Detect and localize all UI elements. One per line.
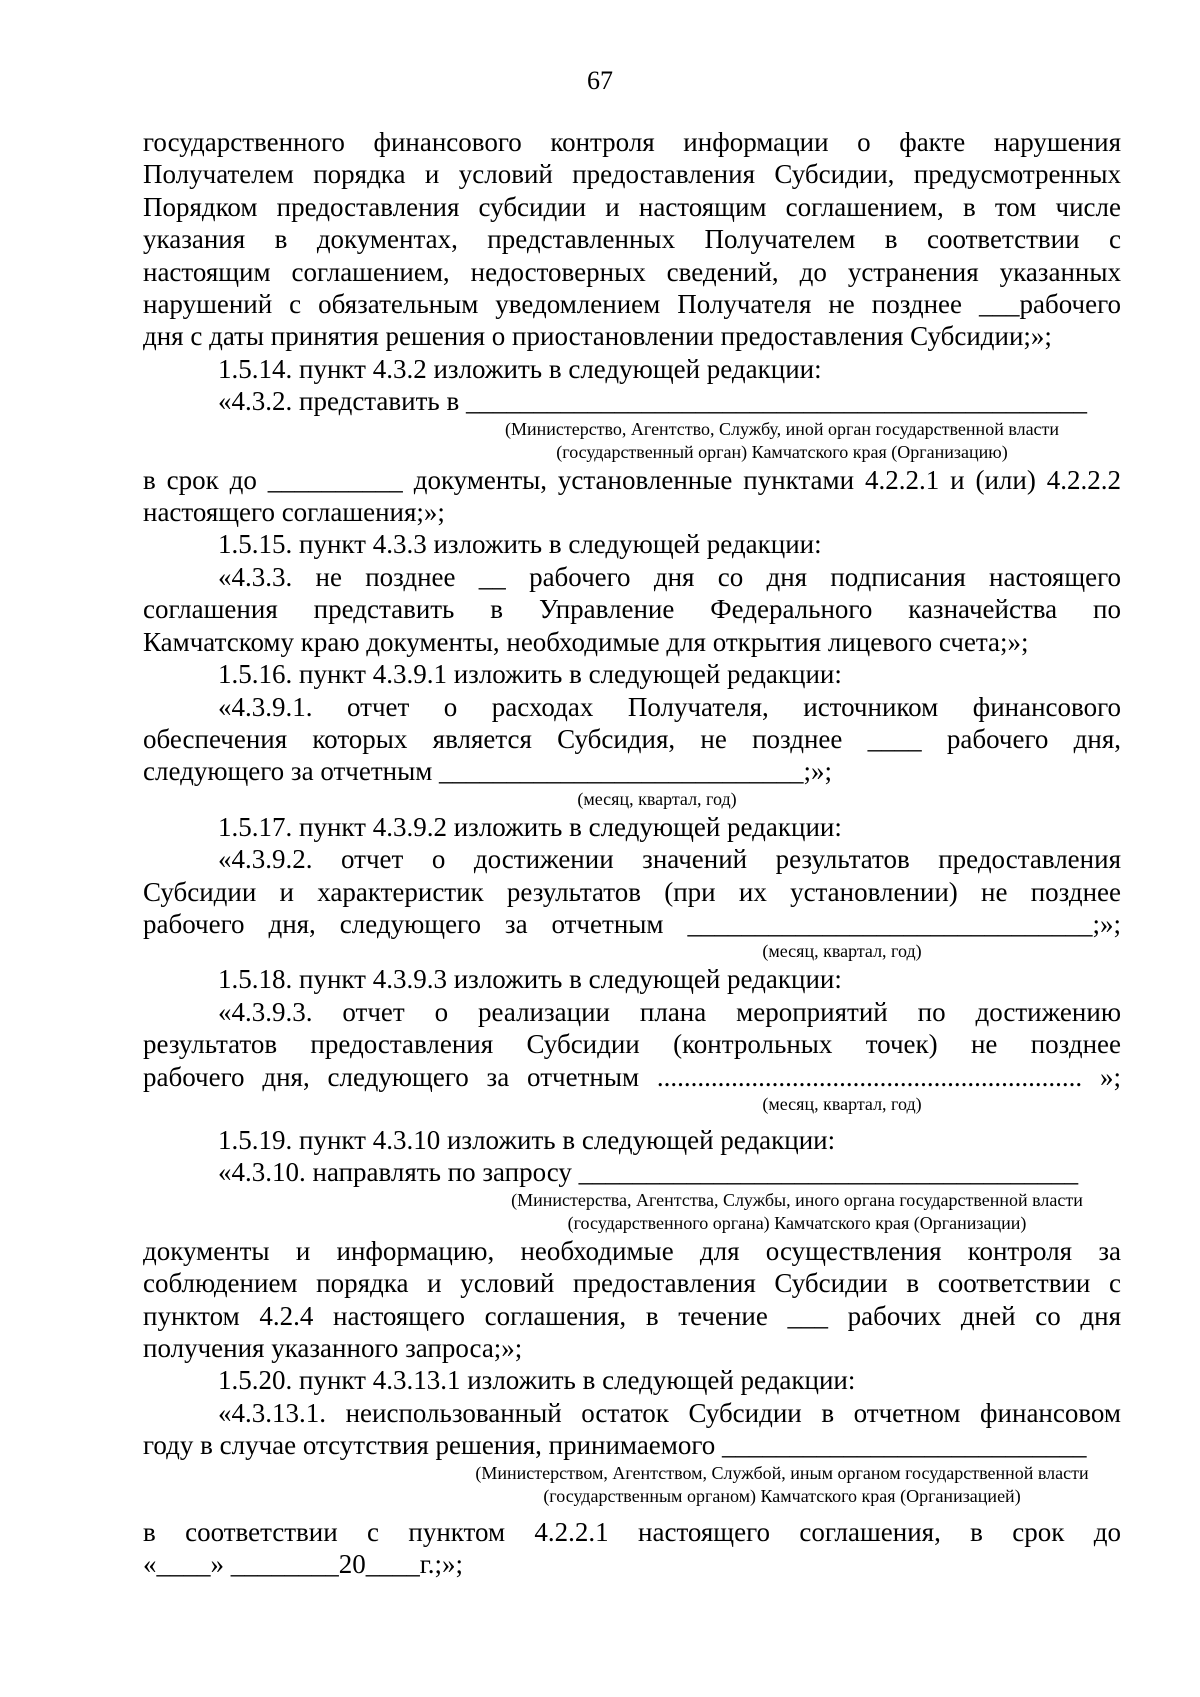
clause-heading: 1.5.18. пункт 4.3.9.3 изложить в следующей редакции: [218, 964, 842, 995]
text-line: результатов предоставления Субсидии (контрольных точек) не позднее [143, 1029, 1121, 1060]
field-caption: (государственного органа) Камчатского края (Организации) [567, 1212, 1027, 1233]
text-line: «4.3.9.2. отчет о достижении значений результатов предоставления [218, 844, 1121, 875]
text-line: «4.3.13.1. неиспользованный остаток Субсидии в отчетном финансовом [218, 1397, 1121, 1428]
spacer [143, 1508, 1121, 1516]
field-caption: (месяц, квартал, год) [577, 788, 737, 809]
text-line: рабочего дня, следующего за отчетным ______________________________;»; [143, 908, 1121, 939]
clause-heading: 1.5.15. пункт 4.3.3 изложить в следующей редакции: [218, 529, 822, 560]
clause-heading: 1.5.20. пункт 4.3.13.1 изложить в следующей редакции: [218, 1365, 856, 1396]
field-caption: (Министерством, Агентством, Службой, иным органом государственной власти [475, 1462, 1089, 1483]
field-caption: (месяц, квартал, год) [762, 941, 922, 962]
text-line: указания в документах, представленных Получателем в соответствии с [143, 224, 1121, 255]
spacer [143, 1116, 1121, 1124]
text-line: в срок до __________ документы, установленные пунктами 4.2.2.1 и (или) 4.2.2.2 [143, 464, 1121, 495]
text-line: Субсидии и характеристик результатов (при их установлении) не позднее [143, 876, 1121, 907]
text-line: рабочего дня, следующего за отчетным ............................................................... »; [143, 1061, 1121, 1092]
text-line: «4.3.9.3. отчет о реализации плана мероприятий по достижению [218, 996, 1121, 1027]
text-line: настоящего соглашения;»; [143, 497, 445, 528]
clause-heading: 1.5.17. пункт 4.3.9.2 изложить в следующей редакции: [218, 811, 842, 842]
text-line: дня с даты принятия решения о приостановлении предоставления Субсидии;»; [143, 321, 1052, 352]
text-line: в соответствии с пунктом 4.2.2.1 настоящего соглашения, в срок до [143, 1516, 1121, 1547]
text-line: документы и информацию, необходимые для осуществления контроля за [143, 1235, 1121, 1266]
text-line: Получателем порядка и условий предоставления Субсидии, предусмотренных [143, 159, 1121, 190]
clause-heading: 1.5.16. пункт 4.3.9.1 изложить в следующей редакции: [218, 659, 842, 690]
clause-heading: 1.5.19. пункт 4.3.10 изложить в следующей редакции: [218, 1124, 836, 1155]
text-line: обеспечения которых является Субсидия, не позднее ____ рабочего дня, [143, 723, 1121, 754]
text-line: государственного финансового контроля информации о факте нарушения [143, 127, 1121, 157]
document-body [143, 126, 1121, 1580]
text-line: году в случае отсутствия решения, принимаемого ___________________________ [143, 1430, 1087, 1461]
text-line: Камчатскому краю документы, необходимые для открытия лицевого счета;»; [143, 626, 1029, 657]
text-line: нарушений с обязательным уведомлением Получателя не позднее ___рабочего [143, 289, 1121, 320]
text-line: соблюдением порядка и условий предоставления Субсидии в соответствии с [143, 1268, 1121, 1299]
text-line: «4.3.2. представить в ______________________________________________ [218, 386, 1087, 417]
field-caption: (государственным органом) Камчатского края (Организацией) [543, 1485, 1021, 1506]
field-caption: (государственный орган) Камчатского края (Организацию) [556, 441, 1008, 462]
text-line: «4.3.10. направлять по запросу _____________________________________ [218, 1157, 1079, 1188]
text-line: «4.3.9.1. отчет о расходах Получателя, источником финансового [218, 691, 1121, 722]
clause-heading: 1.5.14. пункт 4.3.2 изложить в следующей редакции: [218, 353, 822, 384]
page-number: 67 [587, 66, 613, 95]
text-line: следующего за отчетным ___________________________;»; [143, 756, 833, 787]
text-line: «____» ________20____г.;»; [143, 1549, 464, 1580]
field-caption: (Министерство, Агентство, Службу, иной орган государственной власти [504, 418, 1060, 439]
text-line: соглашения представить в Управление Федерального казначейства по [143, 594, 1121, 625]
text-line: пунктом 4.2.4 настоящего соглашения, в течение ___ рабочих дней со дня [143, 1300, 1121, 1331]
text-line: «4.3.3. не позднее __ рабочего дня со дня подписания настоящего [218, 561, 1121, 592]
text-line: Порядком предоставления субсидии и настоящим соглашением, в том числе [143, 191, 1121, 222]
text-line: получения указанного запроса;»; [143, 1333, 523, 1363]
text-line: настоящим соглашением, недостоверных сведений, до устранения указанных [143, 256, 1121, 287]
field-caption: (месяц, квартал, год) [762, 1093, 922, 1114]
field-caption: (Министерства, Агентства, Службы, иного органа государственной власти [511, 1189, 1083, 1210]
